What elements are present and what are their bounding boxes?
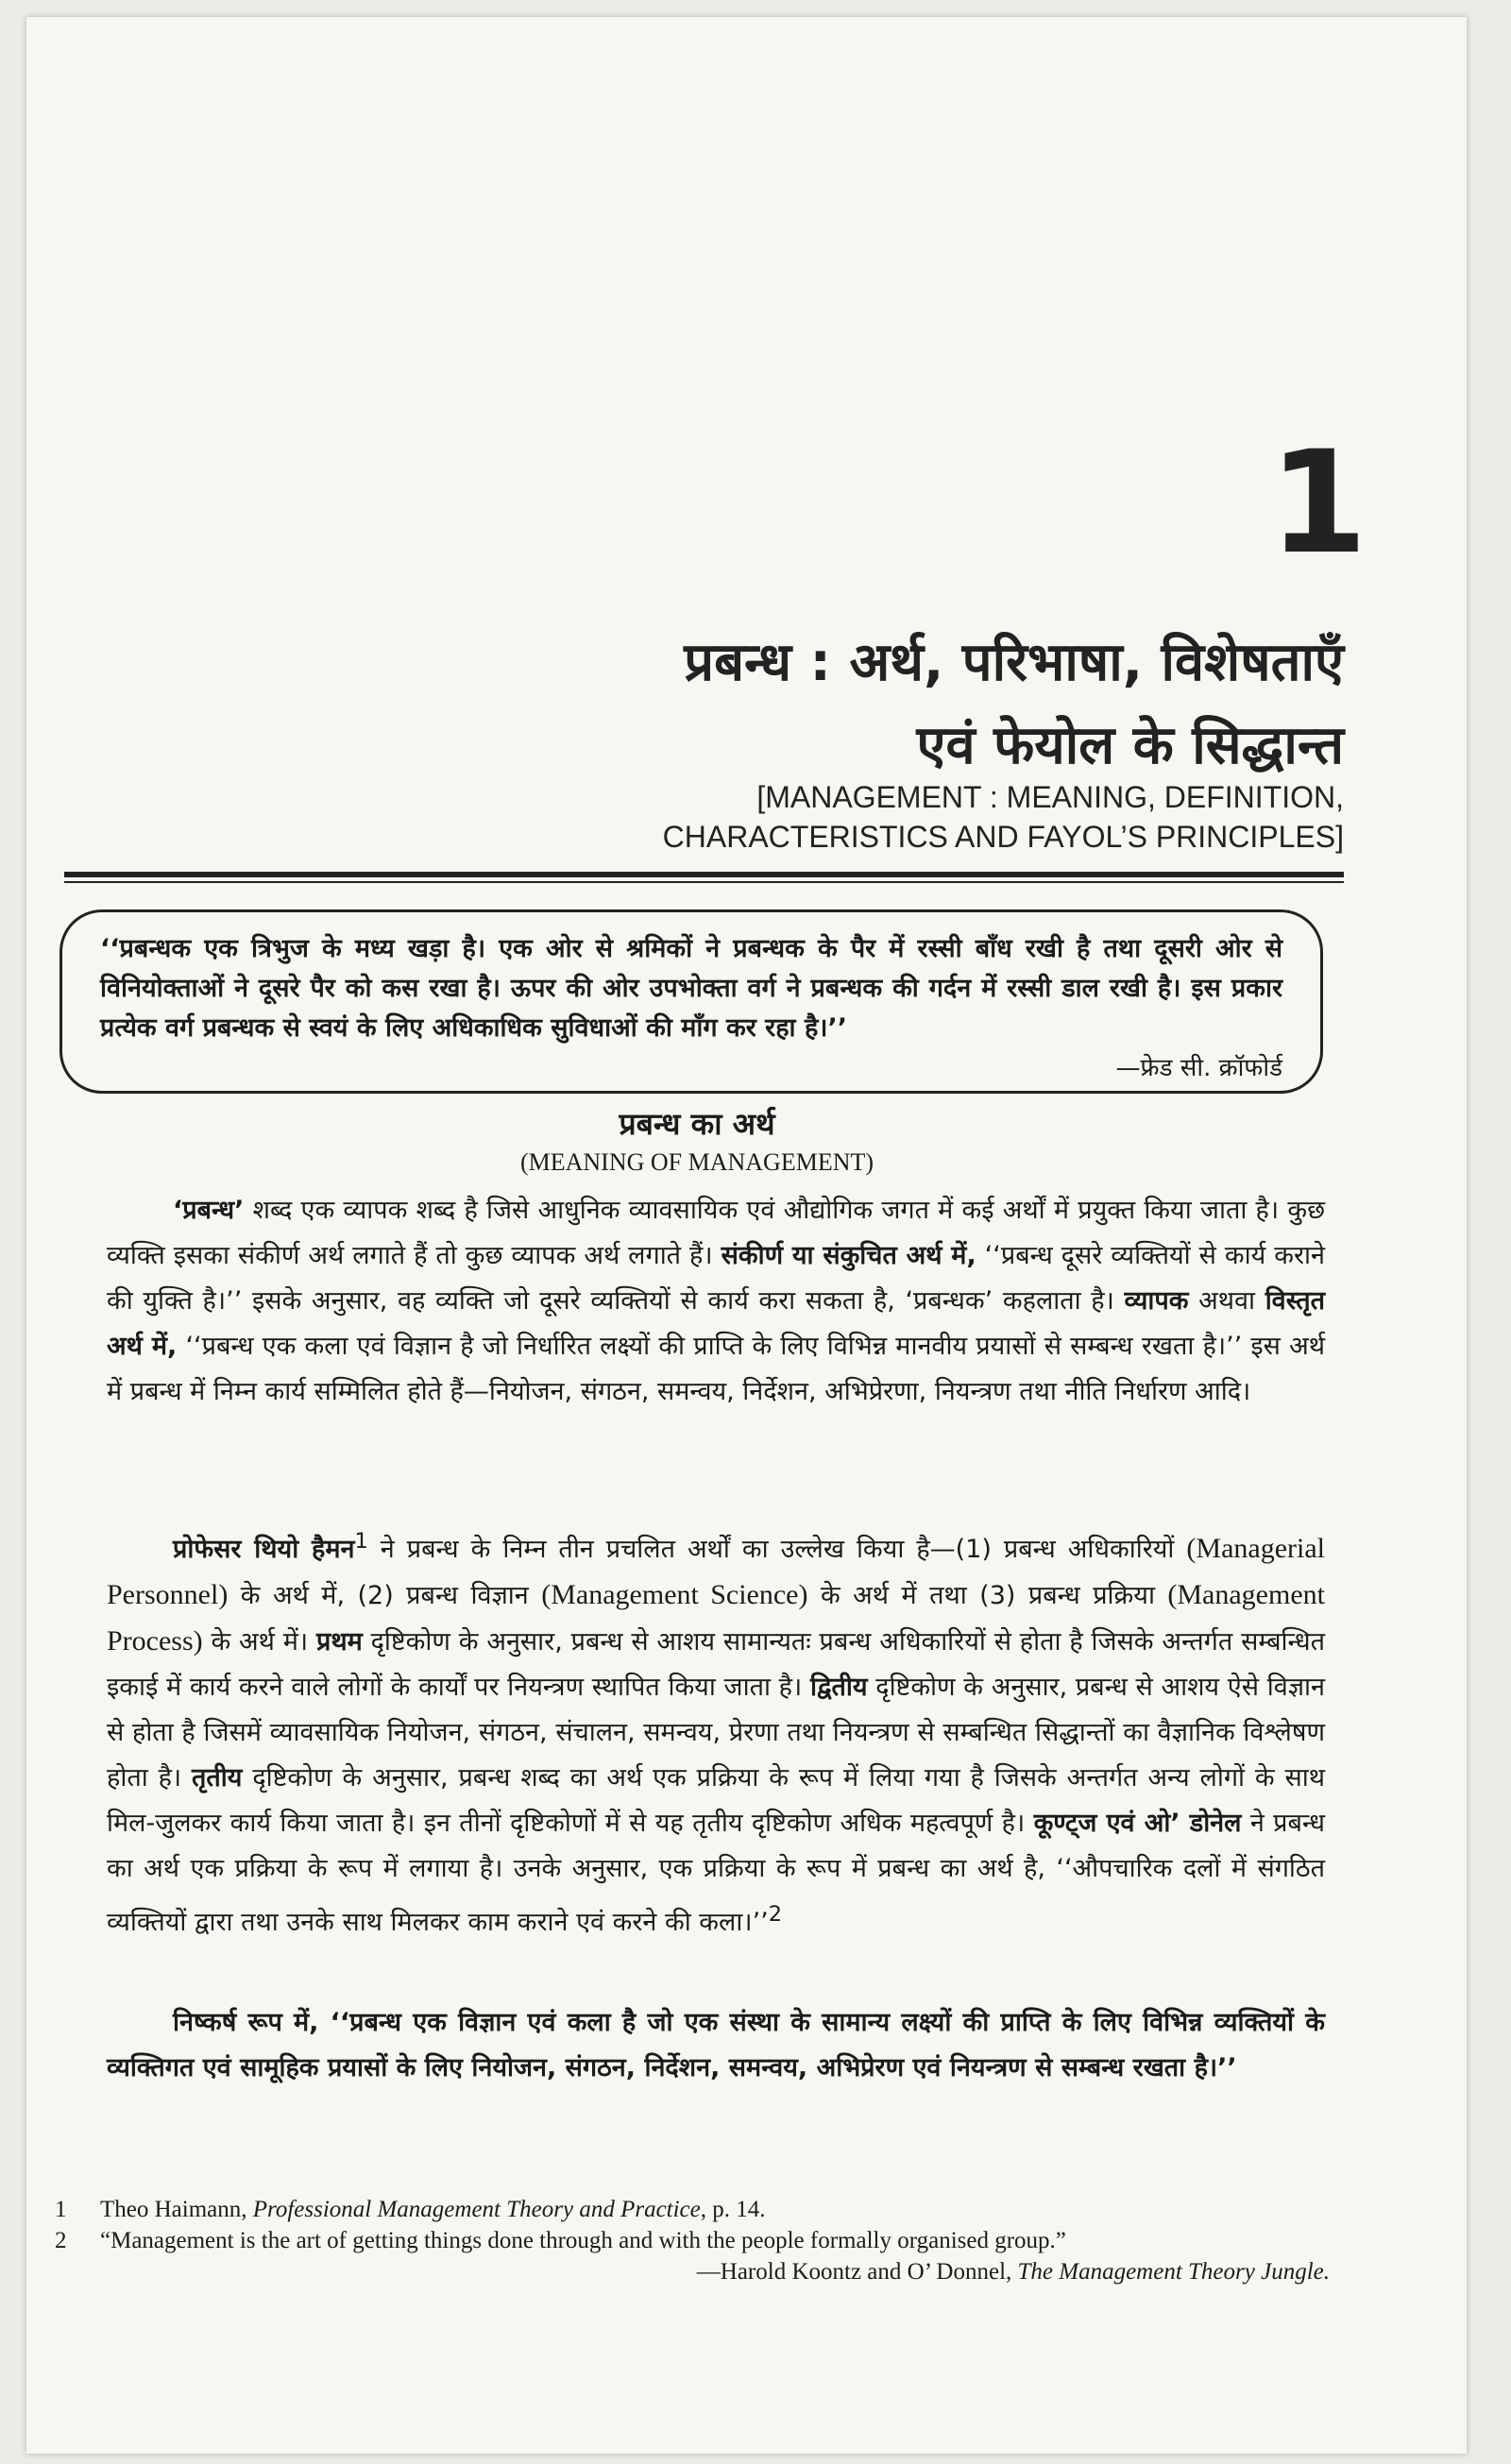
term-broad: व्यापक [1124, 1286, 1189, 1316]
text-run: ने प्रबन्ध का अर्थ एक प्रक्रिया के रूप में लगाया है। उनके अनुसार, एक प्रक्रिया के रूप में प्रबन्ध का अर्थ है, ‘‘औपचारिक दलों में संगठित व्यक्तियों द्वारा तथा उनके साथ मिलकर काम कराने एवं करने की कला।’’ [107, 1809, 1326, 1937]
title-divider-thin [64, 881, 1344, 883]
book-title: The Management Theory Jungle. [1017, 2259, 1330, 2285]
text-run: Theo Haimann, [100, 2197, 253, 2222]
text-run: ‘‘प्रबन्ध दूसरे व्यक्तियों से कार्य कराने की युक्ति है।’’ इसके अनुसार, वह व्यक्ति जो दूसरे व्यक्तियों से कार्य करा सकता है, ‘प्रबन्धक’ कहलाता है। [107, 1241, 1325, 1316]
paragraph-meaning [107, 1188, 1325, 1415]
text-run: दृष्टिकोण के अनुसार, प्रबन्ध शब्द का अर्थ एक प्रक्रिया के रूप में लिया गया है जिसके अन्तर्गत अन्य लोगों के साथ मिल-जुलकर कार्य किया जाता है। इन तीनों दृष्टिकोणों में से यह तृतीय दृष्टिकोण अधिक महत्वपूर्ण है। [107, 1763, 1325, 1838]
text-run: दृष्टिकोण के अनुसार, प्रबन्ध से आशय सामान्यतः प्रबन्ध अधिकारियों से होता है जिसके अन्तर्गत सम्बन्धित इकाई में कार्य करने वाले लोगों के कार्यों पर नियन्त्रण स्थापित किया जाता है। [107, 1627, 1325, 1702]
chapter-title-english-line2: CHARACTERISTICS AND FAYOL’S PRINCIPLES] [662, 820, 1344, 854]
term-first: प्रथम [315, 1627, 363, 1657]
term-second: द्वितीय [809, 1673, 868, 1702]
term-koontz-odonnel: कूण्ट्ज एवं ओ’ डोनेल [1033, 1809, 1242, 1838]
text-run: ने प्रबन्ध के निम्न तीन प्रचलित अर्थों का उल्लेख किया है—(1) प्रबन्ध अधिकारियों [367, 1535, 1187, 1564]
term-third: तृतीय [192, 1763, 243, 1793]
book-title: Professional Management Theory and Practice [252, 2197, 701, 2222]
footnotes [55, 2194, 1330, 2287]
section-subheading: (MEANING OF MANAGEMENT) [519, 1148, 874, 1176]
footnote-ref-2[interactable]: 2 [768, 1902, 783, 1927]
term-narrow-meaning: संकीर्ण या संकुचित अर्थ में, [721, 1241, 976, 1270]
footnote-ref-1[interactable]: 1 [354, 1529, 368, 1554]
chapter-title-hindi-line1: प्रबन्ध : अर्थ, परिभाषा, विशेषताएँ [684, 632, 1344, 693]
text-run: अथवा [1188, 1286, 1265, 1316]
text-run: , p. 14. [700, 2197, 766, 2222]
chapter-title-hindi [305, 621, 1344, 788]
footnote-2-source [55, 2256, 1330, 2287]
english-term: (Managerial Personnel) [107, 1533, 1325, 1610]
footnote-number: 2 [55, 2228, 67, 2253]
text-run: —Harold Koontz and O’ Donnel, [696, 2259, 1018, 2285]
text-run: के अर्थ में तथा (3) प्रबन्ध प्रक्रिया [807, 1581, 1168, 1610]
chapter-title-english [305, 777, 1344, 857]
section-heading: प्रबन्ध का अर्थ [619, 1106, 775, 1142]
english-term: (Management Process) [107, 1579, 1325, 1657]
book-page [26, 17, 1467, 2454]
footnote-2 [55, 2225, 1330, 2256]
chapter-title-hindi-line2: एवं फेयोल के सिद्धान्त [916, 715, 1344, 776]
opening-quote-box [59, 909, 1323, 1094]
text-run: ‘‘प्रबन्ध एक कला एवं विज्ञान है जो निर्धारित लक्ष्यों की प्राप्ति के लिए विभिन्न मानवीय प्रयासों से सम्बन्ध रखता है।’’ इस अर्थ में प्रबन्ध में निम्न कार्य सम्मिलित होते हैं—नियोजन, संगठन, समन्वय, निर्देशन, अभिप्रेरणा, नियन्त्रण तथा नीति निर्धारण आदि। [107, 1332, 1325, 1406]
paragraph-haimann [107, 1519, 1325, 1946]
term-prabandh: ‘प्रबन्ध’ [173, 1196, 245, 1225]
text-run: शब्द एक व्यापक शब्द है जिसे आधुनिक व्यावसायिक एवं औद्योगिक जगत में कई अर्थों में प्रयुक्त किया जाता है। कुछ व्यक्ति इसका संकीर्ण अर्थ लगाते हैं तो कुछ व्यापक अर्थ लगाते हैं। [107, 1196, 1325, 1270]
text-run: के अर्थ में। [202, 1627, 316, 1657]
text-run: दृष्टिकोण के अनुसार, प्रबन्ध से आशय ऐसे विज्ञान से होता है जिसमें व्यावसायिक नियोजन, संगठन, संचालन, समन्वय, प्रेरणा तथा नियन्त्रण से सम्बन्धित सिद्धान्तों का वैज्ञानिक विश्लेषण होता है। [107, 1673, 1325, 1793]
title-divider-thick [64, 872, 1344, 877]
quote-author: —फ्रेड सी. क्रॉफोर्ड [1115, 1054, 1282, 1082]
english-term: (Management Science) [541, 1579, 808, 1610]
paragraph-conclusion [107, 2000, 1325, 2091]
term-wide-meaning: विस्तृत अर्थ में, [107, 1286, 1325, 1361]
footnote-text: “Management is the art of getting things done through and with the people formally organised group.” [100, 2228, 1066, 2253]
footnote-1 [55, 2194, 1330, 2225]
conclusion-text: निष्कर्ष रूप में, ‘‘प्रबन्ध एक विज्ञान एवं कला है जो एक संस्था के सामान्य लक्ष्यों की प्राप्ति के लिए विभिन्न व्यक्तियों के व्यक्तिगत एवं सामूहिक प्रयासों के लिए नियोजन, संगठन, निर्देशन, समन्वय, अभिप्रेरण एवं नियन्त्रण से सम्बन्ध रखता है।’’ [107, 2008, 1325, 2082]
text-run: के अर्थ में, (2) प्रबन्ध विज्ञान [228, 1581, 542, 1610]
quote-text: ‘‘प्रबन्धक एक त्रिभुज के मध्य खड़ा है। एक ओर से श्रमिकों ने प्रबन्धक के पैर में रस्सी बाँध रखी है तथा दूसरी ओर से विनियोक्ताओं ने दूसरे पैर को कस रखा है। ऊपर की ओर उपभोक्ता वर्ग ने प्रबन्धक की गर्दन में रस्सी डाल रखी है। इस प्रकार प्रत्येक वर्ग प्रबन्धक से स्वयं के लिए अधिकाधिक सुविधाओं की माँग कर रहा है।’’ [100, 934, 1282, 1043]
chapter-number: 1 [1268, 421, 1367, 586]
footnote-number: 1 [55, 2197, 67, 2222]
chapter-title-english-line1: [MANAGEMENT : MEANING, DEFINITION, [756, 780, 1344, 814]
footnote-text [100, 2194, 766, 2225]
term-theo-haimann: प्रोफेसर थियो हैमन [173, 1535, 355, 1564]
